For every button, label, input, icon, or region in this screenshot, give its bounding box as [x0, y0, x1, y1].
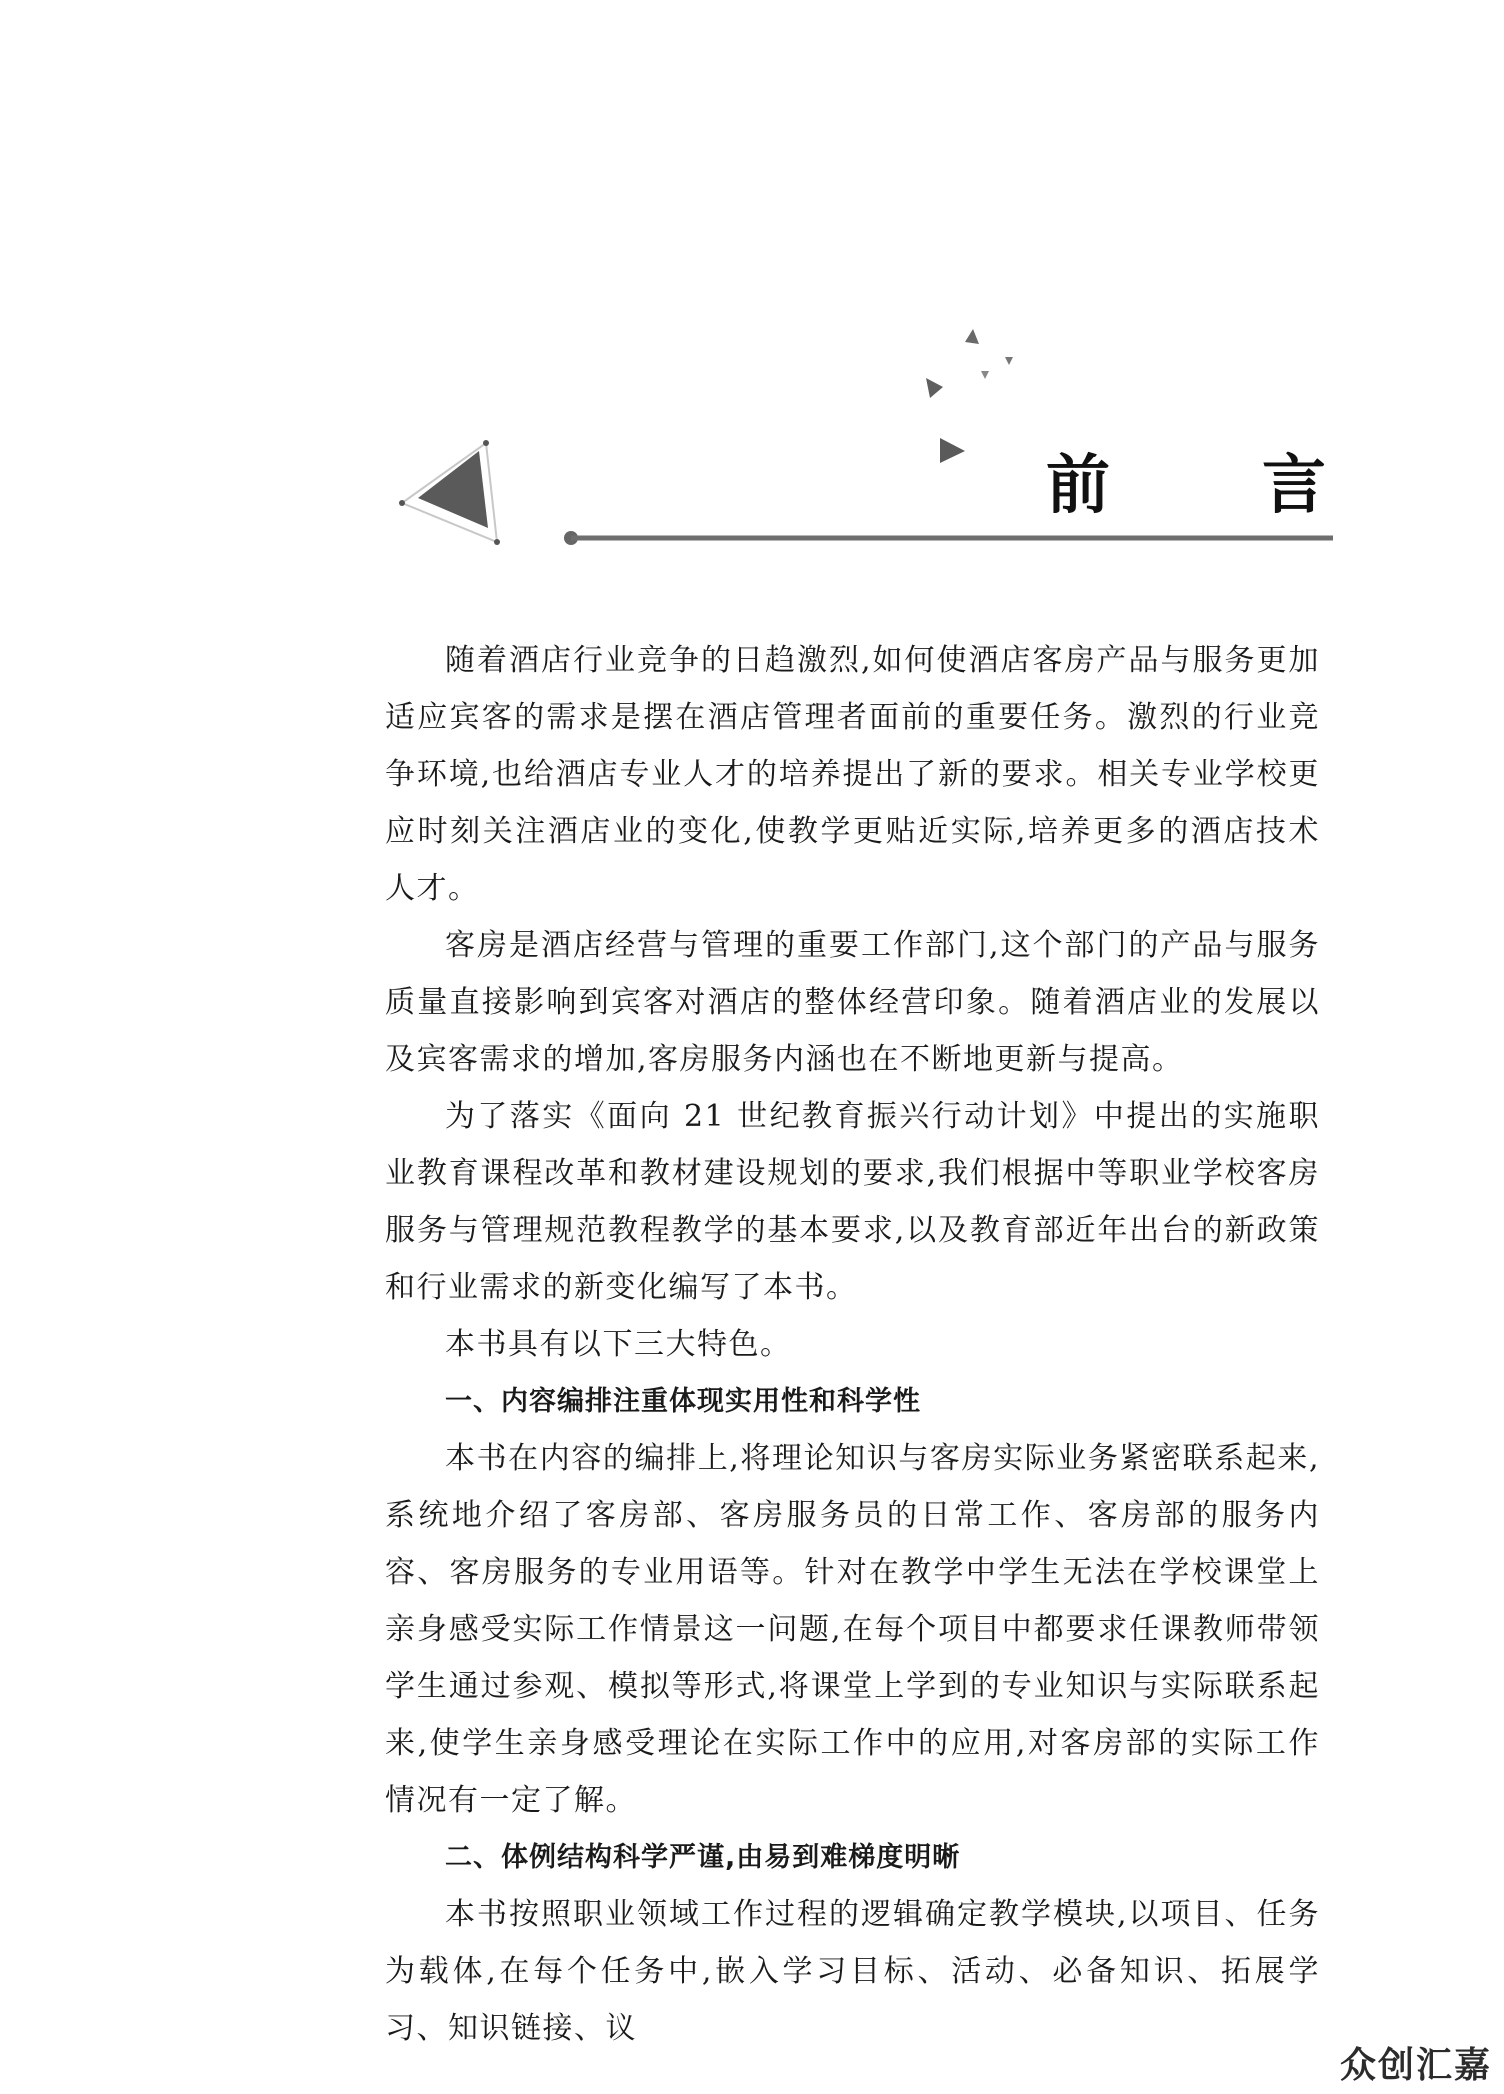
section-heading-1: 一、内容编排注重体现实用性和科学性 [445, 1386, 921, 1417]
paragraph-purpose: 为了落实《面向 21 世纪教育振兴行动计划》中提出的实施职业教育课程改革和教材建设规划的要求,我们根据中等职业学校客房服务与管理规范教程教学的基本要求,以及教育部近年出台的新政策和行业需求的新变化编写了本书。 [385, 1099, 1320, 1305]
section-body-1: 本书在内容的编排上,将理论知识与客房实际业务紧密联系起来,系统地介绍了客房部、客房服务员的日常工作、客房部的服务内容、客房服务的专业用语等。针对在教学中学生无法在学校课堂上亲身感受实际工作情景这一问题,在每个项目中都要求任课教师带领学生通过参观、模拟等形式,将课堂上学到的专业知识与实际联系起来,使学生亲身感受理论在实际工作中的应用,对客房部的实际工作情况有一定了解。 [385, 1441, 1320, 1818]
node-dot [483, 440, 489, 446]
tiny-triangle-mid [981, 371, 989, 379]
preface-body [385, 632, 1320, 2057]
page-title-char-2: 言 [1262, 449, 1326, 523]
watermark-logo: 众创汇嘉 [1339, 2045, 1492, 2086]
tiny-triangle-right [1005, 357, 1013, 365]
page-title [1046, 440, 1326, 523]
small-triangle-left [926, 378, 943, 398]
page-title-char-1: 前 [1046, 449, 1110, 523]
paragraph-intro: 随着酒店行业竞争的日趋激烈,如何使酒店客房产品与服务更加适应宾客的需求是摆在酒店管理者面前的重要任务。激烈的行业竞争环境,也给酒店专业人才的培养提出了新的要求。相关专业学校更应时刻关注酒店业的变化,使教学更贴近实际,培养更多的酒店技术人才。 [385, 643, 1320, 906]
medium-triangle [940, 438, 965, 463]
paragraph-features-intro: 本书具有以下三大特色。 [445, 1327, 792, 1362]
large-triangle [418, 451, 488, 528]
node-dot [399, 500, 405, 506]
section-heading-2: 二、体例结构科学严谨,由易到难梯度明晰 [445, 1842, 961, 1873]
node-dot [494, 539, 500, 545]
small-triangle-top [965, 329, 979, 344]
paragraph-rooms-department: 客房是酒店经营与管理的重要工作部门,这个部门的产品与服务质量直接影响到宾客对酒店的整体经营印象。随着酒店业的发展以及宾客需求的增加,客房服务内涵也在不断地更新与提高。 [385, 928, 1320, 1077]
section-body-2: 本书按照职业领域工作过程的逻辑确定教学模块,以项目、任务为载体,在每个任务中,嵌入学习目标、活动、必备知识、拓展学习、知识链接、议 [385, 1897, 1320, 2046]
